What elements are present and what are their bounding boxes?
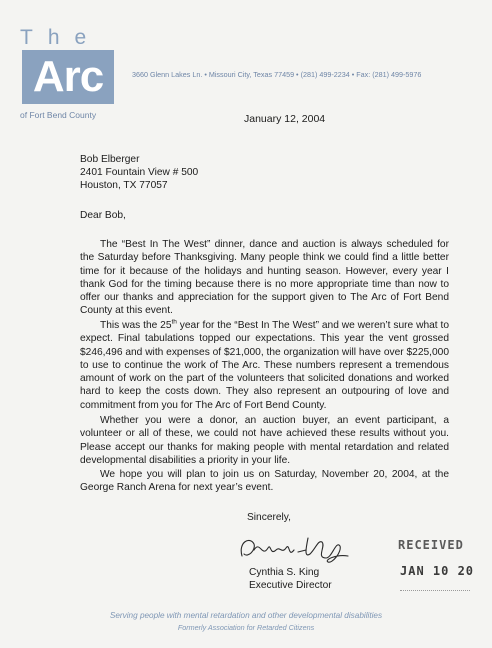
ordinal-suffix: th bbox=[171, 318, 177, 326]
handwritten-signature-icon bbox=[236, 528, 356, 568]
recipient-city: Houston, TX 77057 bbox=[80, 180, 168, 191]
received-stamp: RECEIVED bbox=[398, 538, 464, 552]
letterhead-address: 3660 Glenn Lakes Ln. • Missouri City, Texas 77459 • (281) 499-2234 • Fax: (281) 499-5976 bbox=[132, 70, 422, 79]
paragraph-2 bbox=[80, 319, 449, 412]
footer-mission: Serving people with mental retardation and other developmental disabilities bbox=[109, 611, 383, 620]
signer-title: Executive Director bbox=[249, 580, 332, 591]
logo-arc-block: Arc bbox=[22, 50, 114, 104]
received-stamp-date: JAN 10 20 bbox=[400, 564, 475, 578]
footer-former-name: Formerly Association for Retarded Citizens bbox=[177, 623, 315, 632]
recipient-street: 2401 Fountain View # 500 bbox=[80, 167, 199, 178]
paragraph-3: Whether you were a donor, an auction buyer, an event participant, a volunteer or all of these, we could not have achieved these results without you. Please accept our thanks for making people with mental retardation and related developmental disabilities a priority in your life. bbox=[80, 415, 449, 466]
signer-name: Cynthia S. King bbox=[249, 567, 320, 578]
salutation: Dear Bob, bbox=[80, 210, 126, 221]
logo-the-text: The bbox=[20, 26, 102, 49]
paragraph-4: We hope you will plan to join us on Saturday, November 20, 2004, at the George Ranch Arena for next year’s event. bbox=[80, 469, 449, 494]
recipient-block bbox=[80, 153, 198, 192]
logo-subtitle: of Fort Bend County bbox=[20, 110, 97, 120]
letter-date: January 12, 2004 bbox=[244, 113, 326, 125]
closing: Sincerely, bbox=[247, 512, 291, 523]
paragraph-1: The “Best In The West” dinner, dance and auction is always scheduled for the Saturday before Thanksgiving. Many people think we could find a little better time for it because of the holidays and hunting season. However, every year I thank God for the timing because there is no more appropriate time than now to offer our thanks and appreciation for the support given to The Arc of Fort Bend County at this event. bbox=[80, 239, 449, 317]
signer-block bbox=[249, 566, 332, 592]
stamp-underline bbox=[400, 590, 470, 591]
paragraph-2-start: This was the 25 bbox=[100, 320, 172, 331]
paragraph-2-rest: year for the “Best In The West” and we weren’t sure what to expect. Final tabulations topped our expectations. This year the vent grossed $246,496 and with expenses of $21,000, the organization will have over $225,000 to use to continue the work of The Arc. These numbers represent a tremendous amount of work on the part of the volunteers that solicited donations and worked hard to keep the costs down. They also represent an outpouring of love and commitment from you for The Arc of Fort Bend County. bbox=[80, 320, 449, 411]
recipient-name: Bob Elberger bbox=[80, 154, 140, 165]
